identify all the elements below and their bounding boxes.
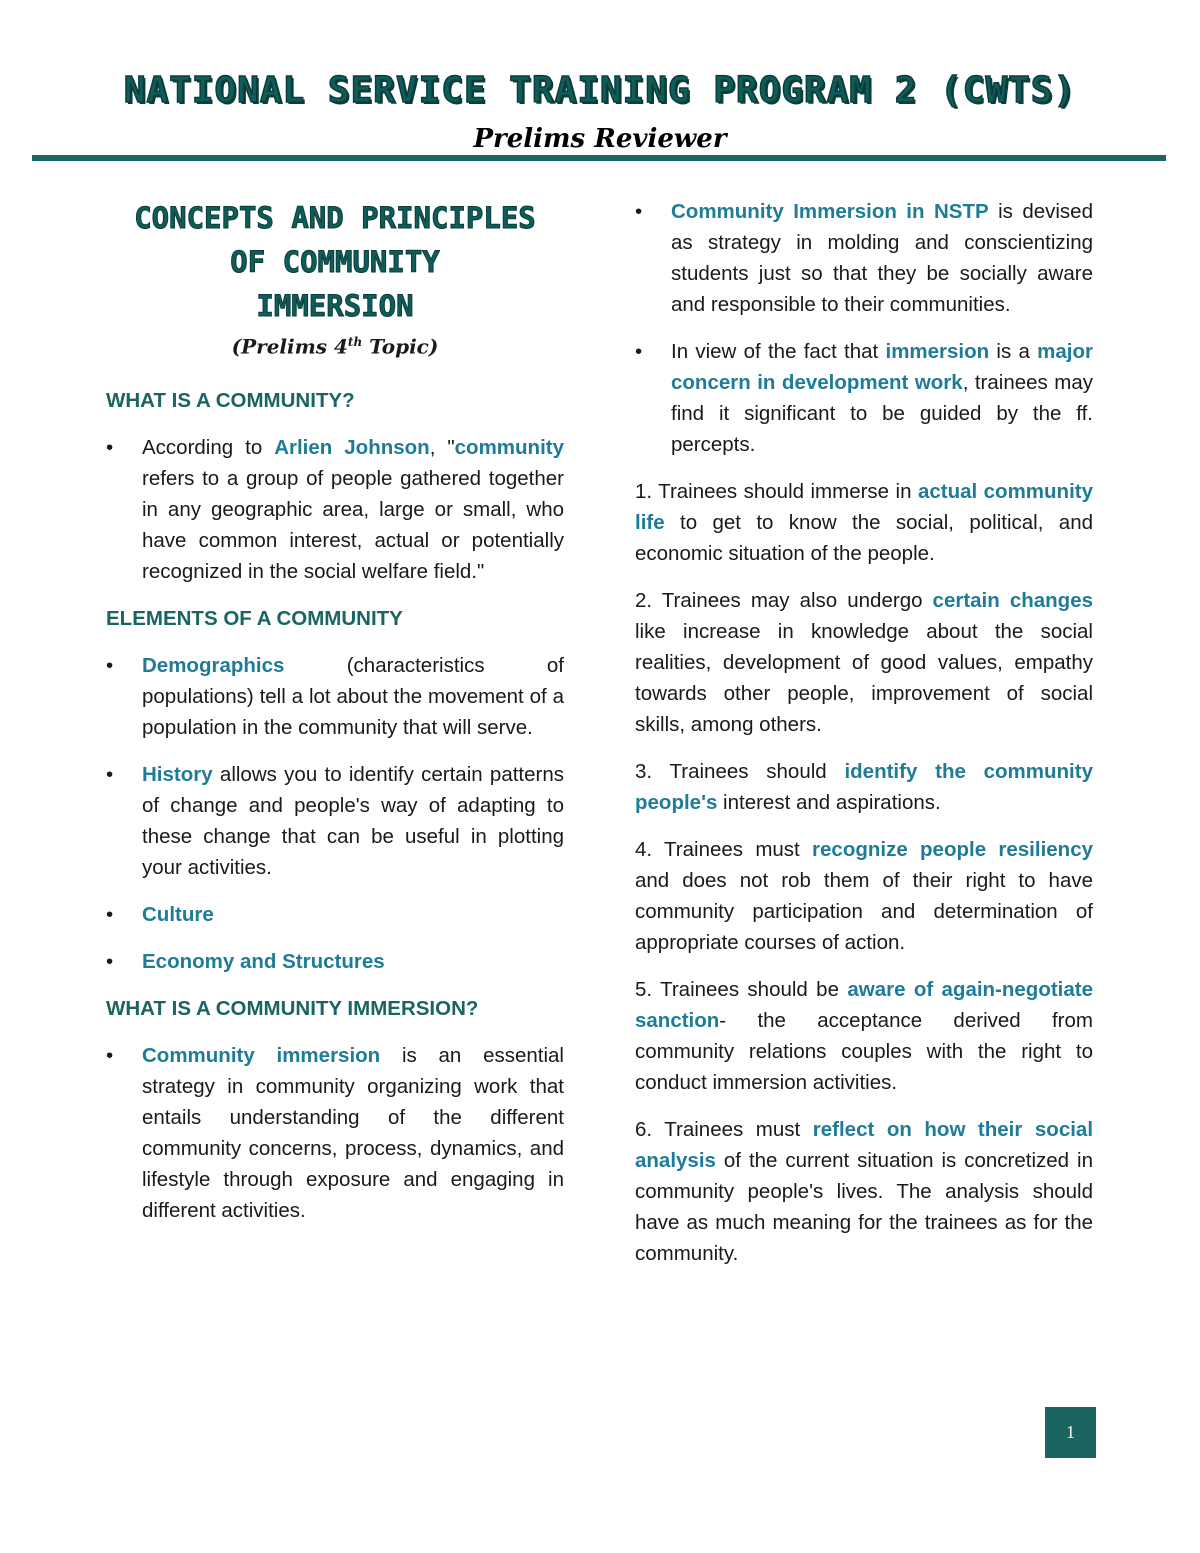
precept-2: 2. Trainees may also undergo certain changes like increase in knowledge about the social realities, development of good values, empathy towards other people, improvement of social skills, among others.: [635, 589, 1093, 736]
document-subtitle: Prelims Reviewer: [473, 124, 727, 154]
section-title-line1: CONCEPTS AND PRINCIPLES: [134, 201, 536, 235]
left-column: [106, 196, 564, 1242]
precept-4: 4. Trainees must recognize people resiliency and does not rob them of their right to have community participation and determination of appropriate courses of action.: [635, 838, 1093, 954]
heading-what-is-community: WHAT IS A COMMUNITY?: [106, 388, 355, 412]
bullet-economy: • Economy and Structures: [106, 946, 564, 977]
section-title-line3: IMMERSION: [256, 289, 414, 323]
heading-elements: ELEMENTS OF A COMMUNITY: [106, 606, 403, 630]
section-title-block: [106, 196, 564, 361]
precept-3: 3. Trainees should identify the community people's interest and aspirations.: [635, 760, 1093, 814]
section-title-line2: OF COMMUNITY: [230, 245, 440, 279]
page-number: 1: [1045, 1407, 1096, 1458]
precept-1: 1. Trainees should immerse in actual community life to get to know the social, political, and economic situation of the people.: [635, 480, 1094, 565]
precept-5: 5. Trainees should be aware of again-negotiate sanction- the acceptance derived from community relations couples with the right to conduct immersion activities.: [635, 978, 1094, 1094]
bullet-nstp: • Community Immersion in NSTP is devised as strategy in molding and conscientizing students just so that they be socially aware and responsible to their communities.: [635, 196, 1093, 320]
bullet-community-immersion: • Community immersion is an essential strategy in community organizing work that entails understanding of the different community concerns, process, dynamics, and lifestyle through exposure and engaging in different activities.: [106, 1040, 564, 1226]
bullet-in-view: • In view of the fact that immersion is a major concern in development work, trainees may find it significant to be guided by the ff. percepts.: [635, 336, 1093, 460]
heading-community-immersion: WHAT IS A COMMUNITY IMMERSION?: [106, 996, 479, 1020]
precept-6: 6. Trainees must reflect on how their social analysis of the current situation is concretized in community people's lives. The analysis should have as much meaning for the trainees as for the community.: [635, 1118, 1094, 1265]
document-title: NATIONAL SERVICE TRAINING PROGRAM 2 (CWTS): [123, 70, 1077, 111]
header-divider: [32, 155, 1166, 161]
right-column: [635, 196, 1093, 1285]
bullet-definition: • According to Arlien Johnson, "community refers to a group of people gathered together in any geographic area, large or small, who have common interest, actual or potentially recognized in the social welfare field.": [106, 432, 564, 587]
section-note: (Prelims 4th Topic): [231, 334, 439, 359]
bullet-culture: • Culture: [106, 899, 564, 930]
bullet-history: • History allows you to identify certain patterns of change and people's way of adapting to these change that can be useful in plotting your activities.: [106, 759, 564, 883]
bullet-demographics: • Demographics (characteristics of populations) tell a lot about the movement of a population in the community that will serve.: [106, 650, 564, 743]
